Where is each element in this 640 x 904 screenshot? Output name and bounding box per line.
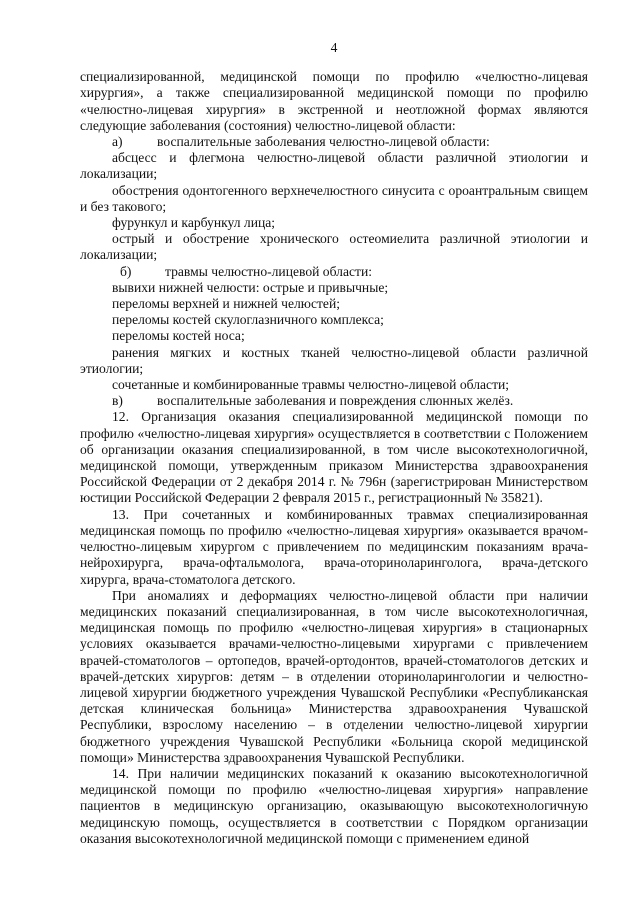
list-item: ранения мягких и костных тканей челюстно-лицевой области различной этиологии; xyxy=(80,344,588,376)
list-item: переломы верхней и нижней челюстей; xyxy=(112,296,341,312)
list-item: обострения одонтогенного верхнечелюстного синусита с ороантральным свищем и без такового; xyxy=(80,182,588,214)
subsection-a-title: воспалительные заболевания челюстно-лицевой области: xyxy=(157,134,490,150)
paragraph-13-continued: При аномалиях и деформациях челюстно-лицевой области при наличии медицинских показаний специализированная, в том числе высокотехнологичная, медицинская помощь по профилю «челюстно-лицевая хирургия» в стационарных условиях оказывается врачами-челюстно-лицевыми хирургами с привлечением врачей-стоматологов – ортопедов, врачей-ортодонтов, врачей-стоматологов детских и врачей-детских хирургов: детям – в отделении оториноларингологии и челюстно-лицевой хирургии бюджетного учреждения Чувашской Республики «Республиканская детская клиническая больница» Министерства здравоохранения Чувашской Республики, взрослому населению – в отделении челюстно-лицевой хирургии бюджетного учреждения Чувашской Республики «Больница скорой медицинской помощи» Министерства здравоохранения Чувашской Республики. xyxy=(80,587,588,765)
subsection-a xyxy=(80,134,588,150)
paragraph-13: 13. При сочетанных и комбинированных травмах специализированная медицинская помощь по профилю «челюстно-лицевая хирургия» оказывается врачом-челюстно-лицевым хирургом с привлечением по медицинским показаниям врача-нейрохирурга, врача-офтальмолога, врача-оториноларинголога, врача-детского хирурга, врача-стоматолога детского. xyxy=(80,506,588,587)
subsection-b-marker: б) xyxy=(120,263,132,279)
subsection-v xyxy=(80,393,588,409)
list-item: фурункул и карбункул лица; xyxy=(112,215,276,231)
list-item: вывихи нижней челюсти: острые и привычные; xyxy=(112,279,389,295)
paragraph-14: 14. При наличии медицинских показаний к оказанию высокотехнологичной медицинской помощи по профилю «челюстно-лицевая хирургия» направление пациентов в медицинскую организацию, оказывающую высокотехнологичную медицинскую помощь, осуществляется в соответствии с Порядком организации оказания высокотехнологичной медицинской помощи с применением единой xyxy=(80,765,588,846)
subsection-v-marker: в) xyxy=(112,393,123,409)
document-page xyxy=(80,40,588,847)
subsection-b-title: травмы челюстно-лицевой области: xyxy=(165,263,373,279)
list-item: переломы костей скулоглазничного комплекса; xyxy=(112,312,384,328)
paragraph-12: 12. Организация оказания специализированной медицинской помощи по профилю «челюстно-лицевая хирургия» осуществляется в соответствии с Положением об организации оказания специализированной, в том числе высокотехнологичной, медицинской помощи, утвержденным приказом Министерства здравоохранения Российской Федерации от 2 декабря 2014 г. № 796н (зарегистрирован Министерством юстиции Российской Федерации 2 февраля 2015 г., регистрационный № 35821). xyxy=(80,409,588,506)
page-number: 4 xyxy=(330,40,338,55)
list-item: острый и обострение хронического остеомиелита различной этиологии и локализации; xyxy=(80,231,588,263)
subsection-v-title: воспалительные заболевания и повреждения слюнных желёз. xyxy=(157,393,514,409)
intro-paragraph: специализированной, медицинской помощи по профилю «челюстно-лицевая хирургия», а также специализированной медицинской помощи по профилю «челюстно-лицевая хирургия» в экстренной и неотложной формах являются следующие заболевания (состояния) челюстно-лицевой области: xyxy=(80,69,588,133)
list-item: переломы костей носа; xyxy=(112,328,245,344)
subsection-a-marker: а) xyxy=(112,134,123,150)
subsection-b xyxy=(80,264,588,280)
list-item: абсцесс и флегмона челюстно-лицевой области различной этиологии и локализации; xyxy=(80,150,588,182)
list-item: сочетанные и комбинированные травмы челюстно-лицевой области; xyxy=(112,377,510,393)
